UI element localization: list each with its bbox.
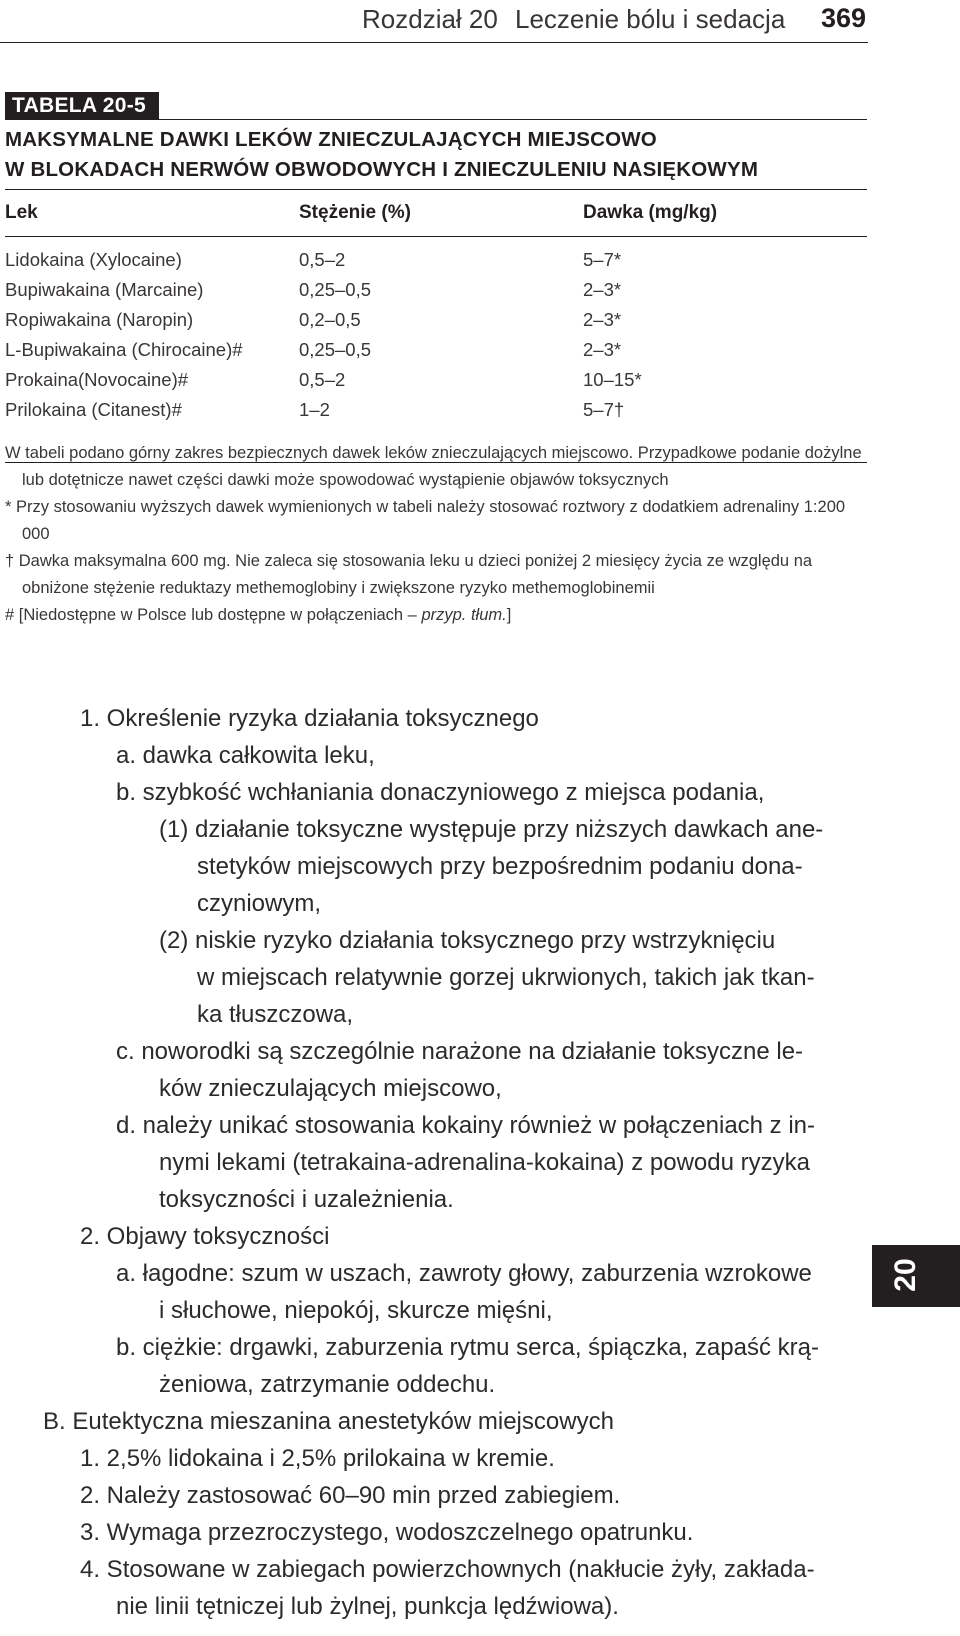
table-title [5, 120, 867, 185]
text-line: 2. Należy zastosować 60–90 min przed zabiegiem. [80, 1482, 621, 1509]
cell-concentration: 0,5–2 [299, 249, 346, 270]
text-line: b. szybkość wchłaniania donaczyniowego z miejsca podania, [116, 779, 765, 806]
page-number: 369 [820, 3, 866, 33]
table-title-line-2: W BLOKADACH NERWÓW OBWODOWYCH I ZNIECZULENIU NASIĘKOWYM [5, 158, 759, 181]
cell-concentration: 0,5–2 [299, 369, 346, 390]
table-row [5, 309, 867, 339]
text-line: 1. 2,5% lidokaina i 2,5% prilokaina w kremie. [80, 1445, 555, 1472]
text-line: 1. Określenie ryzyka działania toksycznego [80, 705, 539, 732]
text-line: B. Eutektyczna mieszanina anestetyków miejscowych [43, 1408, 614, 1435]
cell-dose: 5–7* [583, 249, 622, 270]
chapter-side-tab [872, 1245, 960, 1307]
cell-concentration: 0,2–0,5 [299, 309, 361, 330]
text-line: b. ciężkie: drgawki, zaburzenia rytmu serca, śpiączka, zapaść krą- [116, 1334, 819, 1361]
text-line: a. dawka całkowita leku, [116, 742, 375, 769]
text-line: nymi lekami (tetrakaina-adrenalina-kokaina) z powodu ryzyka [159, 1149, 810, 1176]
chapter-label: Rozdział 20 [362, 4, 498, 34]
table-row [5, 339, 867, 369]
table-row [5, 399, 867, 429]
cell-drug: Prokaina(Novocaine)# [5, 369, 189, 390]
cell-drug: Ropiwakaina (Naropin) [5, 309, 194, 330]
cell-dose: 2–3* [583, 339, 622, 360]
footnote-dagger: † Dawka maksymalna 600 mg. Nie zaleca się stosowania leku u dzieci poniżej 2 miesięcy życia ze względu na obniżone stężenie reduktazy methemoglobiny i zwiększone ryzyko methemoglobinemii [5, 552, 813, 597]
cell-drug: Bupiwakaina (Marcaine) [5, 279, 204, 300]
footnote-hash-text: # [Niedostępne w Polsce lub dostępne w połączeniach – [5, 606, 422, 624]
cell-concentration: 0,25–0,5 [299, 339, 372, 360]
chapter-title: Leczenie bólu i sedacja [515, 4, 786, 34]
table-row [5, 249, 867, 279]
column-header-dose: Dawka (mg/kg) [583, 202, 718, 223]
cell-concentration: 1–2 [299, 399, 330, 420]
footnote-asterisk: * Przy stosowaniu wyższych dawek wymienionych w tabeli należy stosować roztwory z dodatkiem adrenaliny 1:200 000 [5, 498, 846, 543]
cell-dose: 2–3* [583, 309, 622, 330]
text-line: w miejscach relatywnie gorzej ukrwionych, takich jak tkan- [197, 964, 815, 991]
text-line: stetyków miejscowych przy bezpośrednim podaniu dona- [197, 853, 803, 880]
table-20-5 [5, 92, 867, 463]
column-header-drug: Lek [5, 202, 38, 223]
text-line: (1) działanie toksyczne występuje przy niższych dawkach ane- [159, 816, 824, 843]
table-title-line-1: MAKSYMALNE DAWKI LEKÓW ZNIECZULAJĄCYCH MIEJSCOWO [5, 128, 657, 151]
cell-concentration: 0,25–0,5 [299, 279, 372, 300]
chapter-side-tab-number: 20 [889, 1258, 922, 1292]
text-line: a. łagodne: szum w uszach, zawroty głowy, zaburzenia wzrokowe [116, 1260, 812, 1287]
cell-dose: 10–15* [583, 369, 642, 390]
running-header [0, 0, 868, 43]
text-line: ków znieczulających miejscowo, [159, 1075, 502, 1102]
text-line: ka tłuszczowa, [197, 1001, 354, 1028]
text-line: czyniowym, [197, 890, 322, 917]
cell-dose: 2–3* [583, 279, 622, 300]
text-line: c. noworodki są szczególnie narażone na działanie toksyczne le- [116, 1038, 804, 1065]
text-line: 4. Stosowane w zabiegach powierzchownych (nakłucie żyły, zakłada- [80, 1556, 815, 1583]
table-label: TABELA 20-5 [5, 92, 159, 119]
column-header-concentration: Stężenie (%) [299, 202, 411, 223]
cell-dose: 5–7† [583, 399, 625, 420]
text-line: 3. Wymaga przezroczystego, wodoszczelnego opatrunku. [80, 1519, 694, 1546]
text-line: toksyczności i uzależnienia. [159, 1186, 454, 1213]
table-row [5, 279, 867, 309]
cell-drug: Prilokaina (Citanest)# [5, 399, 182, 420]
text-line: i słuchowe, niepokój, skurcze mięśni, [159, 1297, 553, 1324]
text-line: d. należy unikać stosowania kokainy również w połączeniach z in- [116, 1112, 816, 1139]
cell-drug: Lidokaina (Xylocaine) [5, 249, 182, 270]
table-header-row [5, 189, 867, 237]
footnote-hash-end: ] [506, 606, 512, 624]
footnote-hash [5, 602, 867, 629]
text-line: żeniowa, zatrzymanie oddechu. [159, 1371, 496, 1398]
table-body [5, 237, 867, 463]
table-footnotes [5, 440, 867, 629]
cell-drug: L-Bupiwakaina (Chirocaine)# [5, 339, 243, 360]
footnote-hash-italic: przyp. tłum. [421, 606, 507, 624]
text-line: 2. Objawy toksyczności [80, 1223, 330, 1250]
footnote-general: W tabeli podano górny zakres bezpiecznych dawek leków znieczulających miejscowo. Przypadkowe podanie dożylne lub dotętnicze nawet części dawki może spowodować wystąpienie objawów toksycznych [5, 444, 862, 489]
text-line: nie linii tętniczej lub żylnej, punkcja lędźwiowa). [116, 1593, 619, 1620]
text-line: (2) niskie ryzyko działania toksycznego przy wstrzyknięciu [159, 927, 776, 954]
table-row [5, 369, 867, 399]
